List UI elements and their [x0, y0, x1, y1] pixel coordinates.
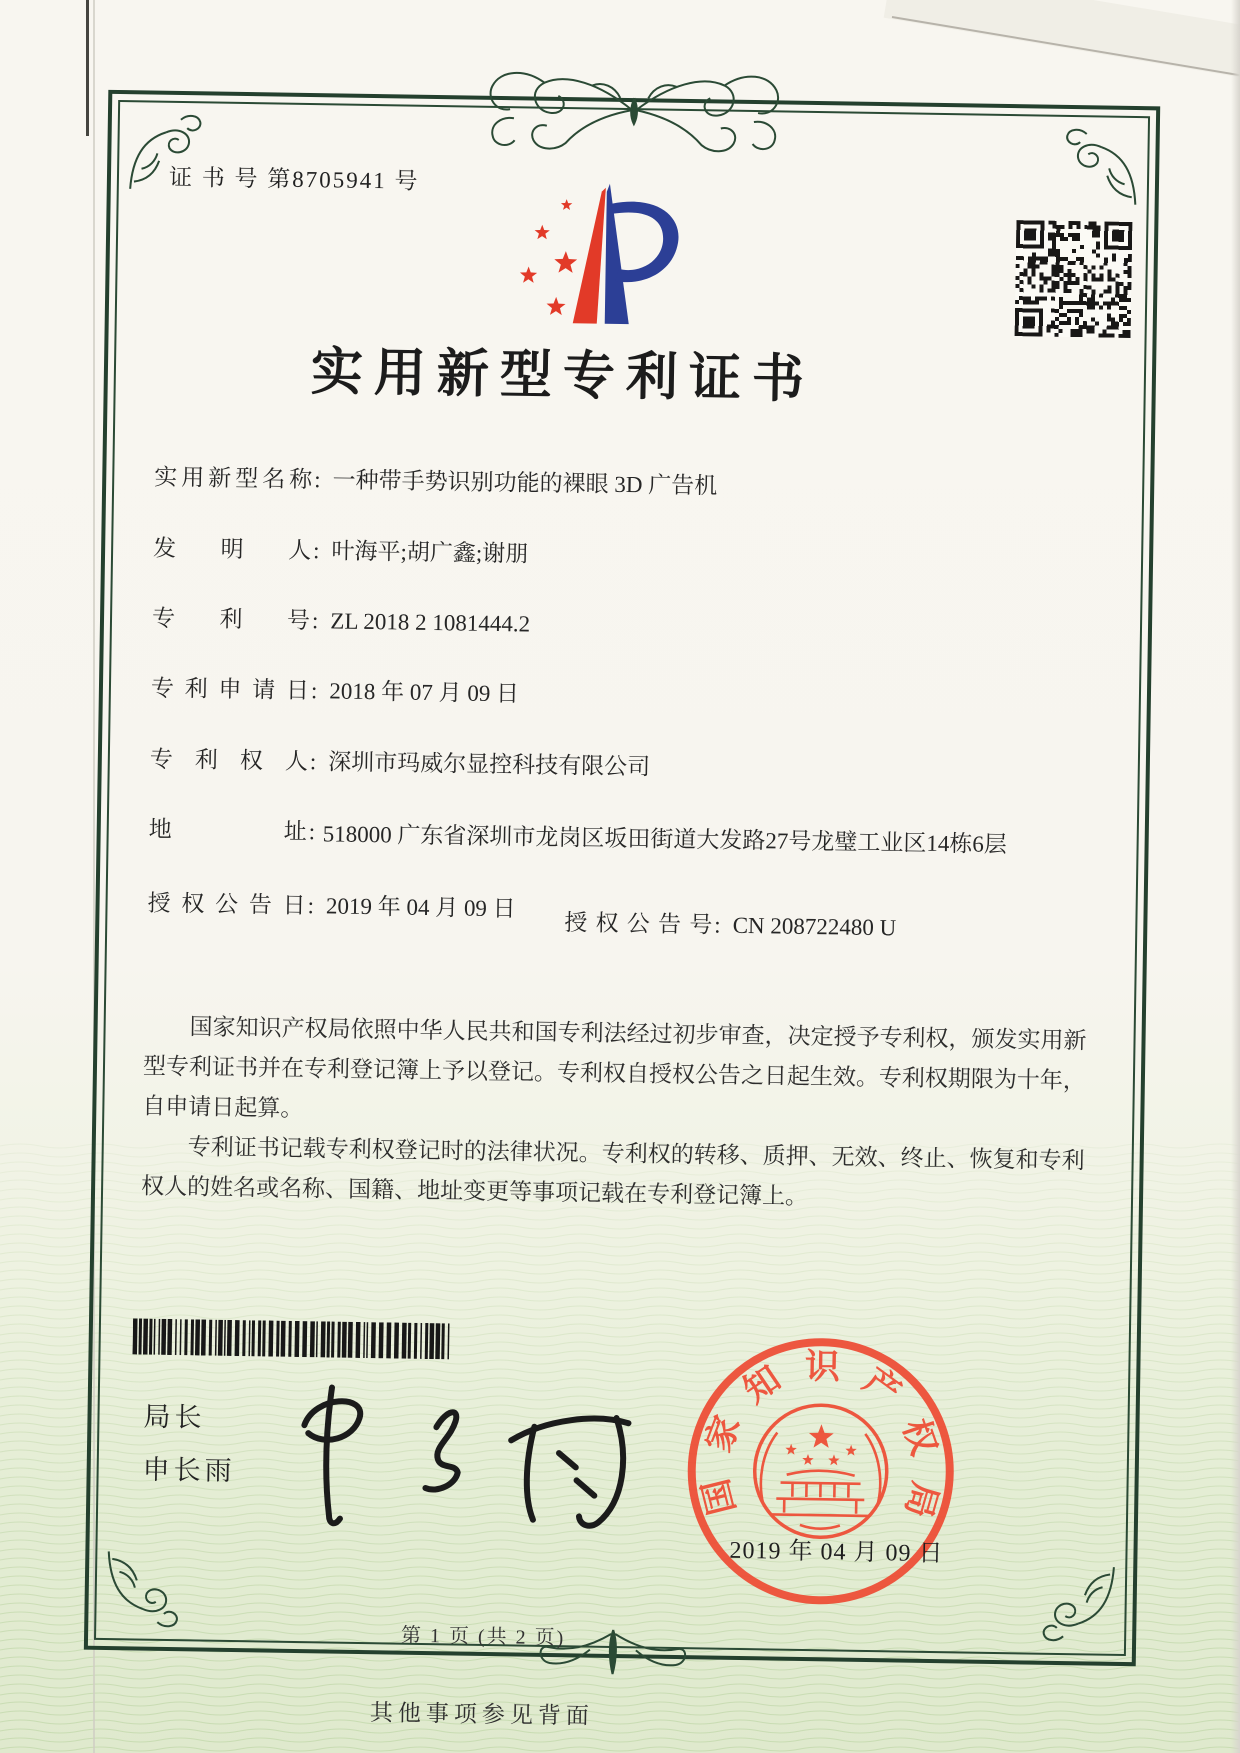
field-name: 实用新型名称: 一种带手势识别功能的裸眼 3D 广告机 [154, 459, 717, 501]
body-paragraph-2: 专利证书记载专利权登记时的法律状况。专利权的转移、质押、无效、终止、恢复和专利权人的姓名或名称、国籍、地址变更等事项记载在专利登记簿上。 [140, 1134, 1085, 1209]
field-grant-no: 授权公告号: CN 208722480 U [564, 904, 896, 942]
field-name-value: 一种带手势识别功能的裸眼 3D 广告机 [332, 467, 718, 499]
field-filing-date-label: 专利申请日 [150, 675, 310, 704]
svg-text:产: 产 [856, 1360, 908, 1413]
field-grant-no-label: 授权公告号 [564, 910, 713, 938]
svg-text:国: 国 [696, 1474, 743, 1519]
body-paragraph-1: 国家知识产权局依照中华人民共和国专利法经过初步审查，决定授予专利权，颁发实用新型专利证书并在专利登记簿上予以登记。专利权自授权公告之日起生效。专利权期限为十年，自申请日起算。 [142, 1014, 1087, 1122]
field-address: 地址: 518000 广东省深圳市龙岗区坂田街道大发路27号龙璧工业区14栋6层 [149, 811, 1119, 859]
field-name-label: 实用新型名称 [154, 464, 313, 493]
field-inventor-value: 叶海平;胡广鑫;谢朋 [331, 538, 529, 567]
svg-text:局: 局 [897, 1477, 945, 1523]
field-inventor: 发明人: 叶海平;胡广鑫;谢朋 [153, 530, 529, 569]
commissioner-title: 局长 [143, 1401, 206, 1433]
certificate-number: 证 书 号 第8705941 号 [168, 164, 420, 194]
field-grant-date: 授权公告日: 2019 年 04 月 09 日 [147, 885, 516, 924]
field-patent-no-label: 专利号 [151, 605, 311, 634]
field-address-value: 518000 广东省深圳市龙岗区坂田街道大发路27号龙璧工业区14栋6层 [322, 821, 1008, 858]
commissioner-name: 申长雨 [142, 1454, 236, 1487]
field-patent-no-value: ZL 2018 2 1081444.2 [330, 608, 531, 637]
seal-date: 2019 年 04 月 09 日 [729, 1537, 944, 1568]
body-text [141, 1007, 1100, 1222]
certificate-title: 实用新型专利证书 [310, 344, 816, 409]
field-filing-date: 专利申请日: 2018 年 07 月 09 日 [151, 670, 520, 709]
official-seal-icon [681, 1331, 961, 1611]
field-patentee: 专利权人: 深圳市玛威尔显控科技有限公司 [150, 741, 651, 782]
commissioner-signature [285, 1365, 668, 1541]
svg-text:知: 知 [736, 1358, 788, 1411]
barcode [132, 1318, 455, 1359]
field-grant-no-value: CN 208722480 U [732, 912, 897, 941]
field-patent-no: 专利号: ZL 2018 2 1081444.2 [152, 600, 531, 639]
qr-code [1015, 220, 1133, 338]
cnipa-logo-icon [501, 178, 683, 331]
national-emblem-icon [754, 1404, 888, 1538]
svg-text:权: 权 [895, 1414, 944, 1460]
field-patentee-value: 深圳市玛威尔显控科技有限公司 [328, 749, 651, 780]
page-indicator: 第 1 页 (共 2 页) [400, 1624, 566, 1650]
svg-text:识: 识 [804, 1346, 841, 1387]
field-patentee-label: 专利权人 [149, 746, 309, 775]
field-address-label: 地址 [148, 816, 307, 845]
field-filing-date-value: 2018 年 07 月 09 日 [329, 678, 520, 707]
svg-text:家: 家 [698, 1410, 748, 1458]
field-inventor-label: 发明人 [152, 535, 312, 564]
back-note: 其他事项参见背面 [369, 1700, 595, 1729]
field-grant-date-label: 授权公告日 [147, 890, 306, 919]
field-grant-date-value: 2019 年 04 月 09 日 [325, 893, 516, 922]
